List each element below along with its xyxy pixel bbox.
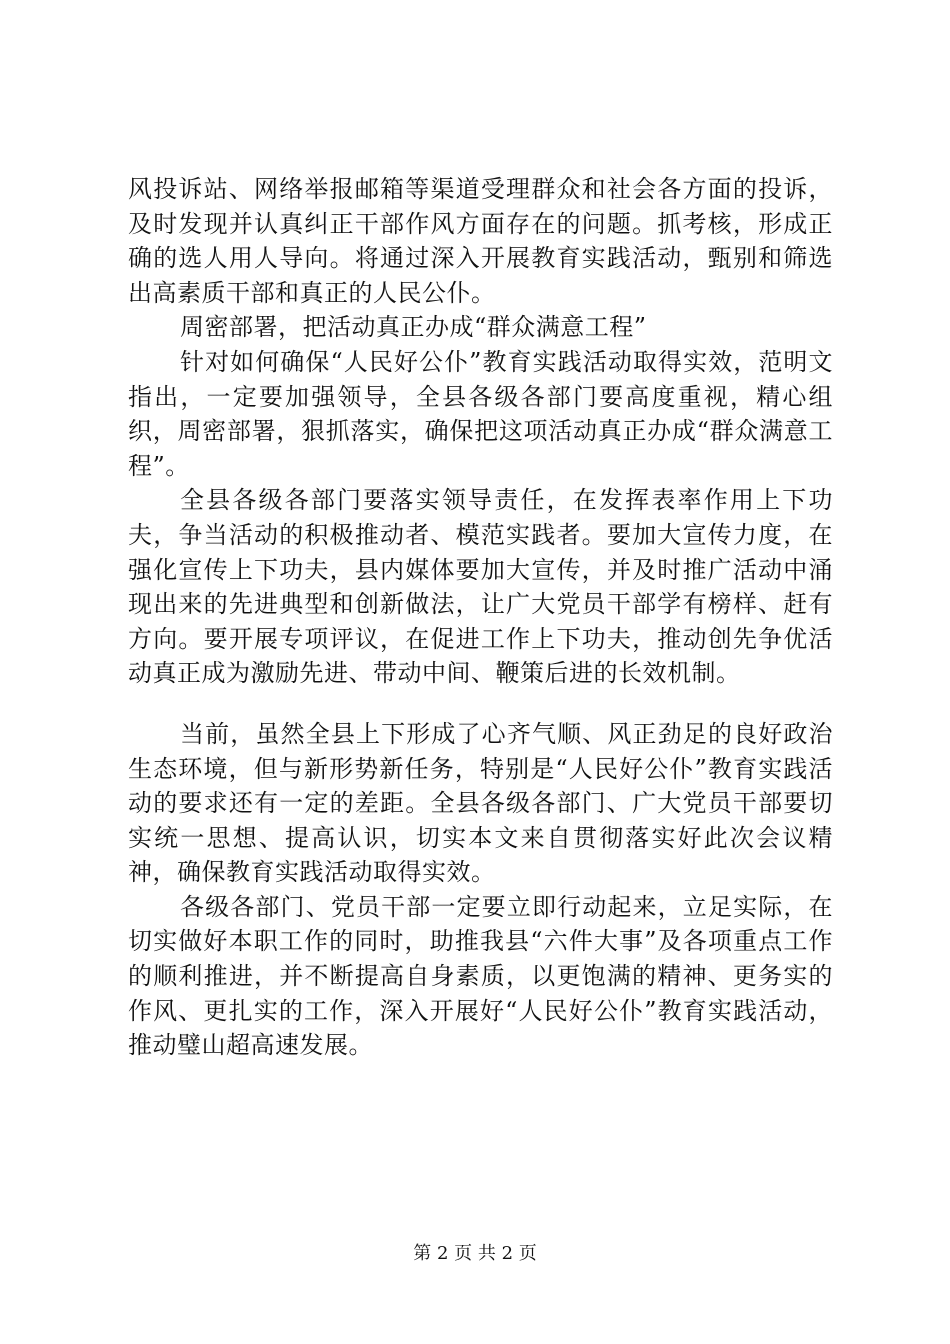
page-footer: 第 2 页 共 2 页 [413, 1243, 537, 1264]
paragraph-1: 风投诉站、网络举报邮箱等渠道受理群众和社会各方面的投诉，及时发现并认真纠正干部作风方面存在的问题。抓考核，形成正确的选人用人导向。将通过深入开展教育实践活动，甄别和筛选出高素质干部和真正的人民公仆。 [128, 175, 833, 307]
paragraph-gap [128, 691, 833, 717]
document-body [128, 172, 833, 1063]
paragraph-3: 全县各级各部门要落实领导责任，在发挥表率作用上下功夫，争当活动的积极推动者、模范实践者。要加大宣传力度，在强化宣传上下功夫，县内媒体要加大宣传，并及时推广活动中涌现出来的先进典型和创新做法，让广大党员干部学有榜样、赶有方向。要开展专项评议，在促进工作上下功夫，推动创先争优活动真正成为激励先进、带动中间、鞭策后进的长效机制。 [128, 486, 833, 688]
paragraph-2: 针对如何确保“人民好公仆”教育实践活动取得实效，范明文指出，一定要加强领导，全县各级各部门要高度重视，精心组织，周密部署，狠抓落实，确保把这项活动真正办成“群众满意工程”。 [128, 347, 833, 480]
paragraph-4: 当前，虽然全县上下形成了心齐气顺、风正劲足的良好政治生态环境，但与新形势新任务，特别是“人民好公仆”教育实践活动的要求还有一定的差距。全县各级各部门、广大党员干部要切实统一思想、提高认识，切实本文来自贯彻落实好此次会议精神，确保教育实践活动取得实效。 [128, 719, 833, 887]
paragraph-5: 各级各部门、党员干部一定要立即行动起来，立足实际，在切实做好本职工作的同时，助推我县“六件大事”及各项重点工作的顺利推进，并不断提高自身素质，以更饱满的精神、更务实的作风、更扎实的工作，深入开展好“人民好公仆”教育实践活动，推动璧山超高速发展。 [128, 892, 833, 1060]
section-heading: 周密部署，把活动真正办成“群众满意工程” [180, 313, 647, 342]
